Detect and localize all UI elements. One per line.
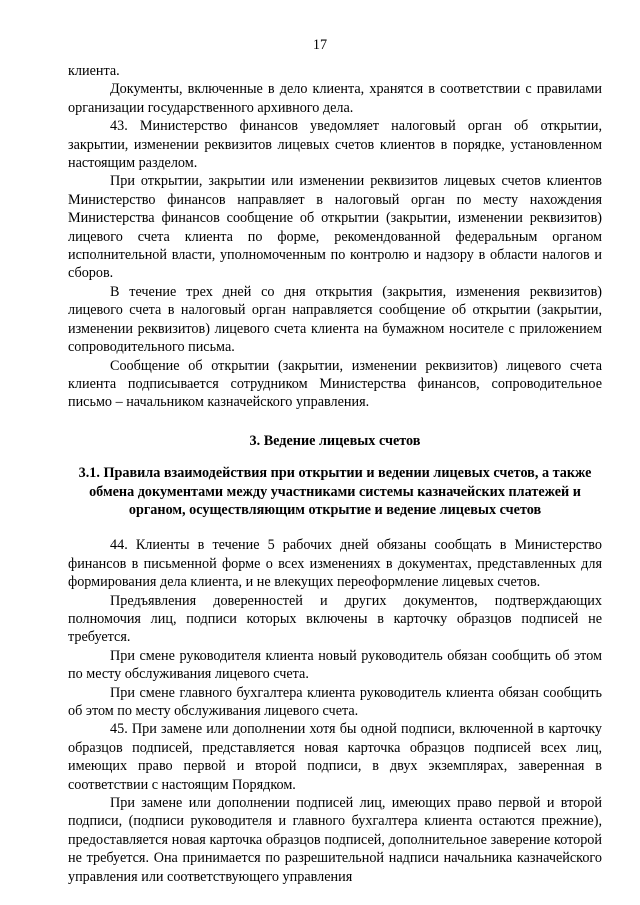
paragraph: В течение трех дней со дня открытия (закрытия, изменения реквизитов) лицевого счета в налоговый орган направляется сообщение об открытии (закрытии, изменении реквизитов) лицевого счета клиента на бумажном носителе с приложением сопроводительного письма. — [68, 283, 602, 356]
paragraph: При смене главного бухгалтера клиента руководитель клиента обязан сообщить об этом по месту обслуживания лицевого счета. — [68, 684, 602, 719]
paragraph: 44. Клиенты в течение 5 рабочих дней обязаны сообщать в Министерство финансов в письменной форме о всех изменениях в документах, представленных для формирования дела клиента, и не влекущих переоформление лицевых счетов. — [68, 537, 602, 591]
document-body — [68, 62, 602, 886]
subsection-title: 3.1. Правила взаимодействия при открытии и ведении лицевых счетов, а также обмена документами между участниками системы казначейских платежей и органом, осуществляющим открытие и ведение лицевых счетов — [78, 465, 592, 518]
paragraph: При смене руководителя клиента новый руководитель обязан сообщить об этом по месту обслуживания лицевого счета. — [68, 647, 602, 683]
paragraph: Предъявления доверенностей и других документов, подтверждающих полномочия лиц, подписи которых включены в карточку образцов подписей не требуется. — [68, 592, 602, 646]
paragraph: Сообщение об открытии (закрытии, изменении реквизитов) лицевого счета клиента подписывается сотрудником Министерства финансов, сопроводительное письмо – начальником казначейского управления. — [68, 357, 602, 411]
paragraph: При открытии, закрытии или изменении реквизитов лицевых счетов клиентов Министерство финансов направляет в налоговый орган по месту нахождения Министерства финансов сообщение об открытии (закрытии, изменении реквизитов) лицевого счета клиента по форме, рекомендованной федеральным органом исполнительной власти, уполномоченным по контролю и надзору в области налогов и сборов. — [68, 173, 602, 282]
paragraph: При замене или дополнении подписей лиц, имеющих право первой и второй подписи, (подписи руководителя и главного бухгалтера клиента остаются прежние), предоставляется новая карточка образцов подписей, дополнительное заверение которой не требуется. Она принимается по разрешительной надписи начальника казначейского управления или соответствующего управления — [68, 795, 602, 885]
section-title: 3. Ведение лицевых счетов — [249, 432, 421, 449]
paragraph: 43. Министерство финансов уведомляет налоговый орган об открытии, закрытии, изменении реквизитов лицевых счетов клиентов в порядке, установленном настоящим разделом. — [68, 118, 602, 172]
paragraph: Документы, включенные в дело клиента, хранятся в соответствии с правилами организации государственного архивного дела. — [68, 81, 602, 116]
paragraph: 45. При замене или дополнении хотя бы одной подписи, включенной в карточку образцов подписей, представляется новая карточка образцов подписей всех лиц, имеющих право первой и второй подписи, в двух экземплярах, заверенная в соответствии с настоящим Порядком. — [68, 721, 602, 793]
page-number: 17 — [312, 37, 328, 53]
paragraph: клиента. — [68, 63, 120, 79]
